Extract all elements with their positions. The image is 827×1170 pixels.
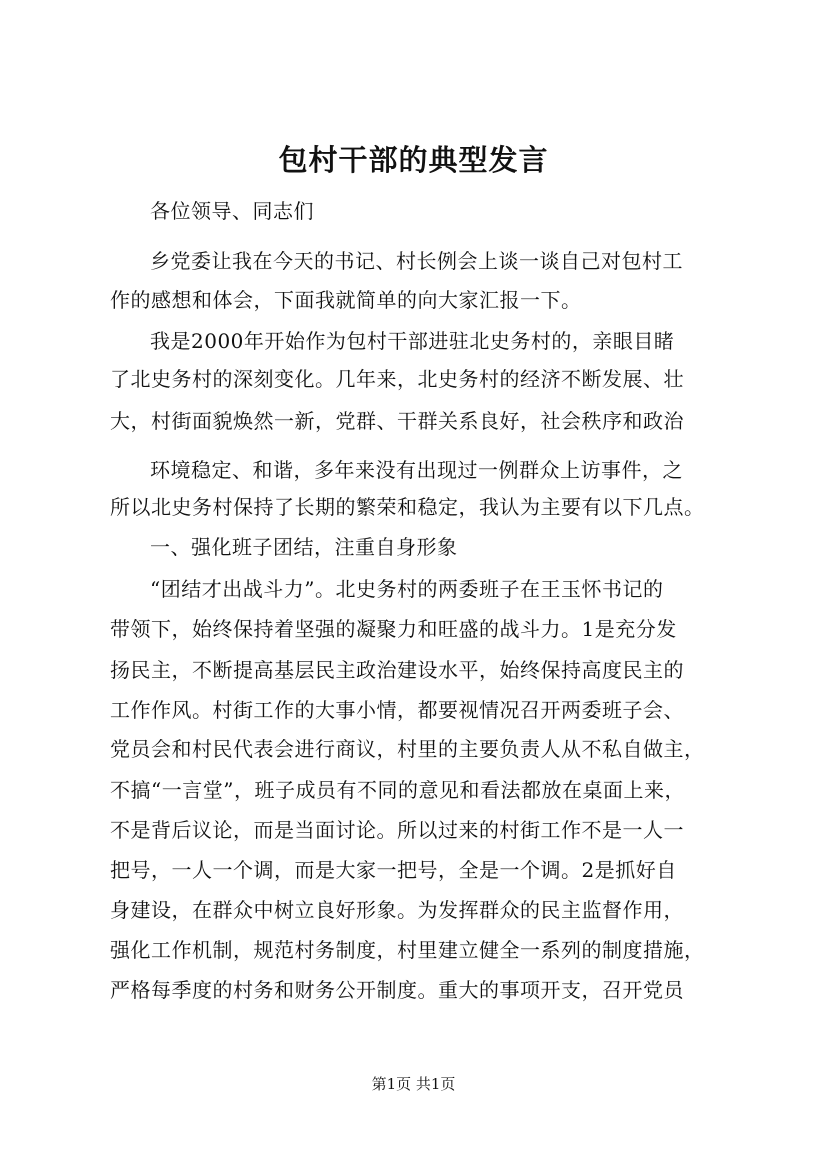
page-number-footer: 第1页 共1页 xyxy=(371,1075,456,1093)
body-line: 身建设，在群众中树立良好形象。为发挥群众的民主监督作用， xyxy=(110,898,684,922)
body-line: 不是背后议论，而是当面讨论。所以过来的村街工作不是一人一 xyxy=(110,818,684,842)
body-line: “团结才出战斗力”。北史务村的两委班子在王玉怀书记的 xyxy=(150,577,664,601)
body-line: 作的感想和体会，下面我就简单的向大家汇报一下。 xyxy=(110,288,582,312)
body-line: 工作作风。村街工作的大事小情，都要视情况召开两委班子会、 xyxy=(110,698,684,722)
body-line: 不搞“一言堂”，班子成员有不同的意见和看法都放在桌面上来， xyxy=(110,778,685,802)
salutation-line: 各位领导、同志们 xyxy=(150,199,314,223)
body-line: 扬民主，不断提高基层民主政治建设水平，始终保持高度民主的 xyxy=(110,658,684,682)
body-line: 大，村街面貌焕然一新，党群、干群关系良好，社会秩序和政治 xyxy=(110,409,684,433)
body-line: 强化工作机制，规范村务制度，村里建立健全一系列的制度措施， xyxy=(110,938,705,962)
body-line: 环境稳定、和谐，多年来没有出现过一例群众上访事件，之 xyxy=(150,458,683,482)
body-line: 把号，一人一个调，而是大家一把号，全是一个调。2是抓好自 xyxy=(110,858,677,882)
body-line: 乡党委让我在今天的书记、村长例会上谈一谈自己对包村工 xyxy=(150,249,683,273)
body-line: 严格每季度的村务和财务公开制度。重大的事项开支，召开党员 xyxy=(110,978,684,1002)
body-line: 党员会和村民代表会进行商议，村里的主要负责人从不私自做主， xyxy=(110,737,705,761)
body-line: 所以北史务村保持了长期的繁荣和稳定，我认为主要有以下几点。 xyxy=(110,495,705,519)
body-line: 带领下，始终保持着坚强的凝聚力和旺盛的战斗力。1是充分发 xyxy=(110,617,677,641)
body-line: 我是2000年开始作为包村干部进驻北史务村的，亲眼目睹 xyxy=(150,329,675,353)
document-title: 包村干部的典型发言 xyxy=(278,143,549,177)
section-heading: 一、强化班子团结，注重自身形象 xyxy=(150,535,458,559)
body-line: 了北史务村的深刻变化。几年来，北史务村的经济不断发展、壮 xyxy=(110,367,684,391)
